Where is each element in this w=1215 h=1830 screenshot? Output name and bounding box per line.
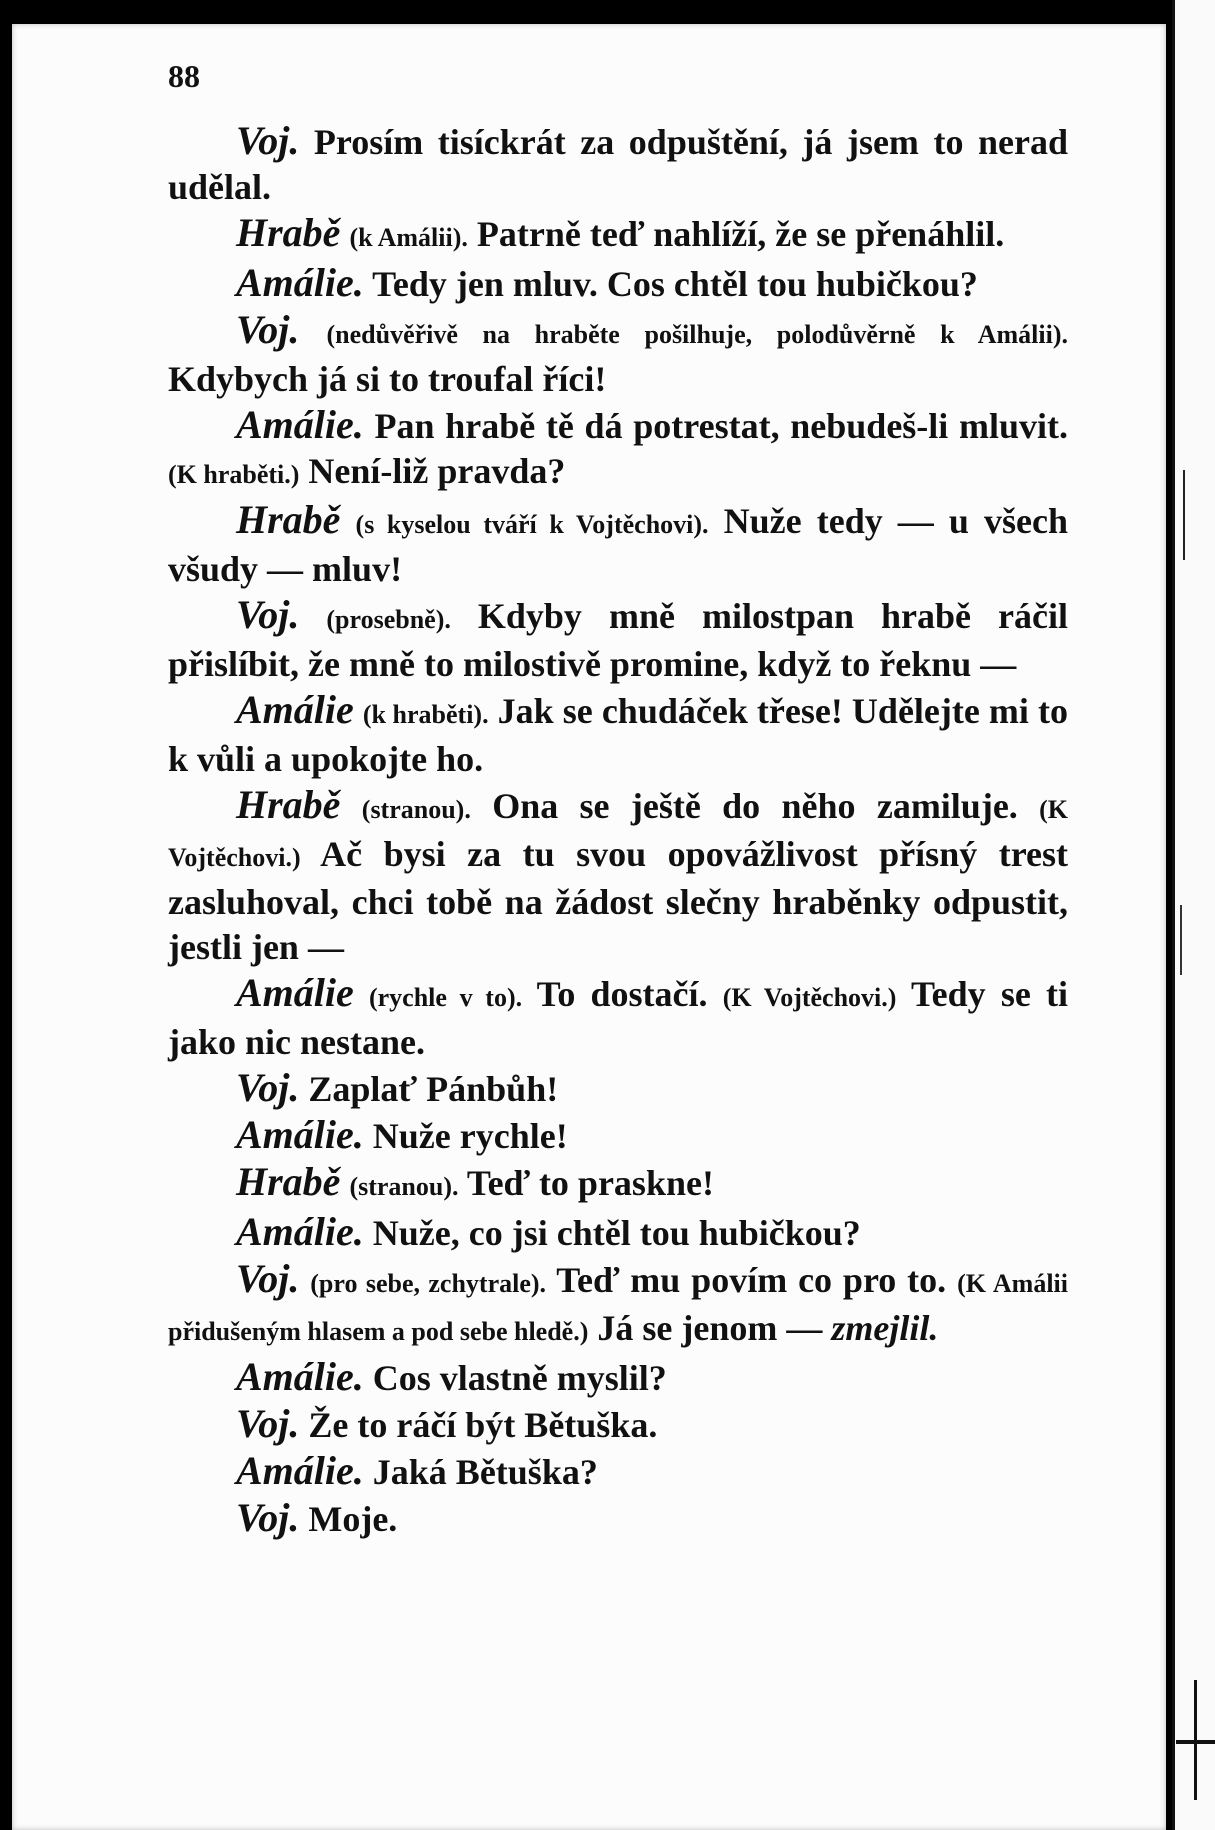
speaker-name: Voj. — [236, 1065, 300, 1110]
speech-text: Jak se chudáček třese! Udělejte mi to k vůli a upokojte ho. — [168, 691, 1068, 779]
speaker-name: Voj. — [236, 118, 300, 163]
speech-text: Jaká Bětuška? — [372, 1452, 598, 1492]
edge-mark — [1180, 905, 1182, 975]
page-number: 88 — [168, 58, 200, 94]
stage-direction: (stranou). — [349, 1172, 459, 1201]
speaker-name: Amálie. — [236, 1209, 364, 1254]
stage-direction: (prosebně). — [326, 605, 451, 634]
stage-direction: (K Vojtěchovi.) — [168, 795, 1069, 872]
edge-mark — [1194, 1680, 1197, 1800]
speech-text: Nuže tedy — u všech všudy — mluv! — [168, 501, 1069, 589]
speaker-name: Voj. — [236, 1256, 300, 1301]
speech-text: Není-liž pravda? — [308, 451, 566, 491]
speech-text: Pan hrabě tě dá potrestat, nebudeš-li mluvit. — [374, 406, 1068, 446]
speech-line — [168, 1448, 1068, 1495]
speech-text: Moje. — [308, 1499, 398, 1539]
speaker-name: Amálie. — [236, 1354, 364, 1399]
next-page-edge — [1172, 0, 1215, 1830]
speech-line — [168, 118, 1068, 210]
dialogue-text — [168, 118, 1068, 1542]
speech-line — [168, 402, 1068, 497]
speaker-name: Voj. — [236, 592, 300, 637]
speech-line — [168, 1209, 1068, 1256]
speaker-name: Hrabě — [236, 1159, 341, 1204]
speaker-name: Voj. — [236, 307, 300, 352]
stage-direction: (k hraběti). — [362, 700, 489, 729]
speaker-name: Amálie — [236, 970, 354, 1015]
speech-text: Teď mu povím co pro to. — [556, 1260, 947, 1300]
speech-line — [168, 687, 1068, 782]
speaker-name: Voj. — [236, 1495, 300, 1540]
speech-line — [168, 1354, 1068, 1401]
speech-line — [168, 1112, 1068, 1159]
speech-text: Ona se ještě do něho zamiluje. — [492, 786, 1018, 826]
speech-line — [168, 260, 1068, 307]
speech-text: Zaplať Pánbůh! — [308, 1069, 559, 1109]
speech-line — [168, 307, 1068, 402]
speech-text: To dostačí. — [536, 974, 708, 1014]
speech-line — [168, 497, 1068, 592]
stage-direction: (k Amálii). — [349, 223, 468, 252]
speech-line — [168, 782, 1068, 970]
stage-direction: (rychle v to). — [368, 983, 523, 1012]
speech-text: Cos vlastně myslil? — [372, 1358, 667, 1398]
speaker-name: Hrabě — [236, 497, 341, 542]
speaker-name: Hrabě — [236, 210, 341, 255]
speech-text: Ač bysi za tu svou opovážlivost přísný trest zasluhoval, chci tobě na žádost slečny hraběnky odpustit, jestli jen — — [168, 834, 1068, 967]
speech-text: Nuže, co jsi chtěl tou hubičkou? — [372, 1213, 861, 1253]
speech-text: Patrně teď nahlíží, že se přenáhlil. — [476, 214, 1005, 254]
speech-text: Kdybych já si to troufal říci! — [168, 359, 607, 399]
speech-text-italic: zmejlil. — [831, 1308, 939, 1348]
speech-text: Tedy se ti jako nic nestane. — [168, 974, 1069, 1062]
stage-direction: (pro sebe, zchytrale). — [310, 1269, 547, 1298]
speaker-name: Amálie. — [236, 402, 364, 447]
speaker-name: Amálie — [236, 687, 354, 732]
speaker-name: Hrabě — [236, 782, 341, 827]
speaker-name: Amálie. — [236, 1112, 364, 1157]
stage-direction: (K hraběti.) — [168, 460, 300, 489]
speaker-name: Amálie. — [236, 1448, 364, 1493]
speaker-name: Amálie. — [236, 260, 364, 305]
speech-line — [168, 592, 1068, 687]
speaker-name: Voj. — [236, 1401, 300, 1446]
speech-line — [168, 1159, 1068, 1209]
speech-text: Tedy jen mluv. Cos chtěl tou hubičkou? — [372, 264, 978, 304]
edge-mark — [1183, 470, 1185, 560]
speech-text: Prosím tisíckrát za odpuštění, já jsem to nerad udělal. — [168, 122, 1068, 207]
stage-direction: (K Vojtěchovi.) — [722, 983, 897, 1012]
speech-text: Nuže rychle! — [372, 1116, 568, 1156]
speech-text: Teď to praskne! — [466, 1163, 714, 1203]
speech-text: Že to ráčí být Bětuška. — [308, 1405, 658, 1445]
stage-direction: (s kyselou tváří k Vojtěchovi). — [355, 510, 709, 539]
speech-line — [168, 1065, 1068, 1112]
stage-direction: (K Amálii přidušeným hlasem a pod sebe hledě.) — [168, 1269, 1069, 1346]
speech-line — [168, 970, 1068, 1065]
speech-text: Kdyby mně milostpan hrabě ráčil přislíbit, že mně to milostivě promine, když to řeknu — — [168, 596, 1069, 684]
speech-line — [168, 1401, 1068, 1448]
speech-line — [168, 210, 1068, 260]
stage-direction: (stranou). — [361, 795, 471, 824]
speech-text: Já se jenom — — [597, 1308, 823, 1348]
speech-line — [168, 1256, 1068, 1354]
stage-direction: (nedůvěřivě na hraběte pošilhuje, polodůvěrně k Amálii). — [326, 320, 1068, 349]
speech-line — [168, 1495, 1068, 1542]
